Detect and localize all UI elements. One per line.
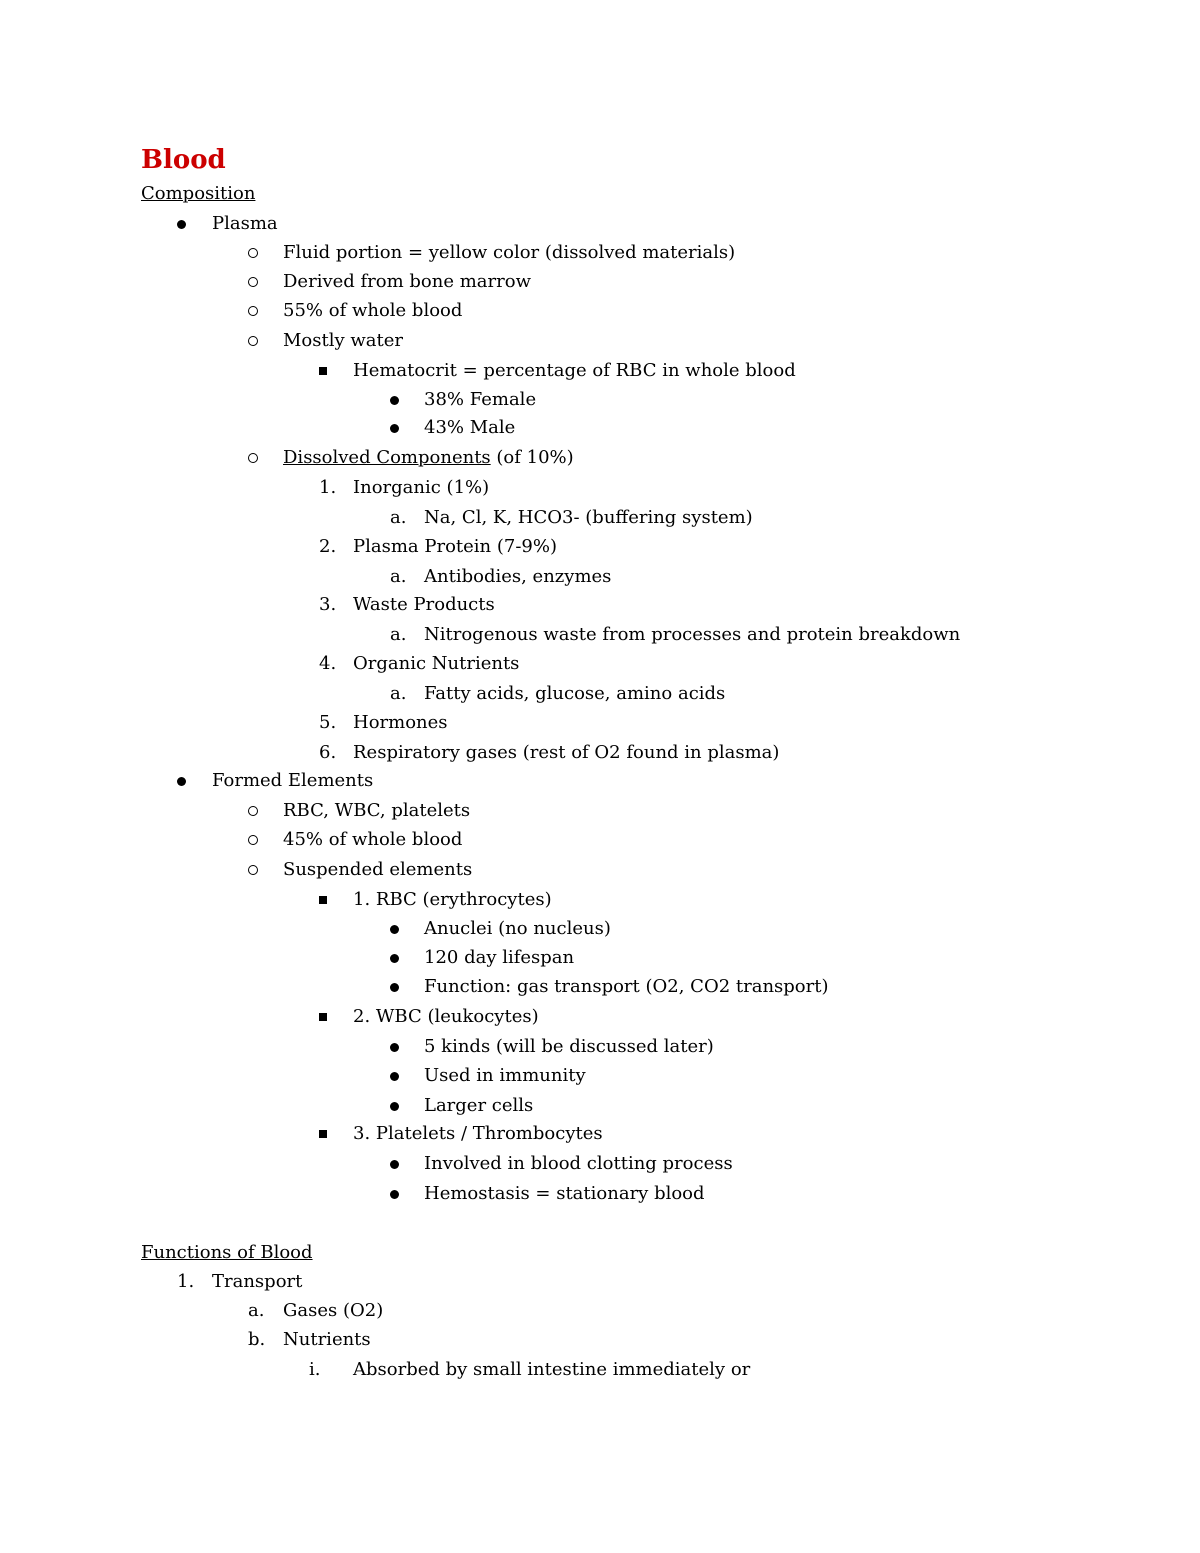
bullet-disc-icon: [390, 954, 399, 963]
numbered-item: [0, 591, 1200, 619]
list-item-label: Hematocrit = percentage of RBC in whole blood: [353, 360, 796, 381]
list-item-label: RBC, WBC, platelets: [283, 800, 471, 821]
list-item-label: Hemostasis = stationary blood: [424, 1183, 705, 1204]
composition-heading: Composition: [141, 183, 256, 204]
dissolved-suffix: (of 10%): [490, 447, 574, 468]
numbered-item: [0, 739, 1200, 767]
list-item: [0, 1092, 1200, 1120]
list-item: [0, 1180, 1200, 1208]
list-item: [0, 268, 1200, 296]
list-item-label: Inorganic (1%): [353, 477, 490, 498]
list-item-label: 5 kinds (will be discussed later): [424, 1036, 714, 1057]
list-letter: a.: [390, 507, 407, 528]
list-item-label: Respiratory gases (rest of O2 found in plasma): [353, 742, 780, 763]
bullet-disc-icon: [390, 1072, 399, 1081]
list-item: [0, 327, 1200, 355]
list-item: [0, 1033, 1200, 1061]
list-item-label: 1. RBC (erythrocytes): [353, 889, 552, 910]
numbered-item: [0, 709, 1200, 737]
list-item-label: Organic Nutrients: [353, 653, 520, 674]
bullet-disc-icon: [390, 424, 399, 433]
bullet-square-icon: [319, 367, 327, 375]
list-item-label: Nitrogenous waste from processes and protein breakdown: [424, 624, 961, 645]
list-item-label: Gases (O2): [283, 1300, 384, 1321]
list-item-label: Plasma Protein (7-9%): [353, 536, 558, 557]
list-item-label: Anuclei (no nucleus): [424, 918, 611, 939]
list-item: [0, 973, 1200, 1001]
list-item-label: Transport: [212, 1271, 303, 1292]
bullet-circle-icon: [248, 865, 258, 875]
bullet-disc-icon: [390, 1190, 399, 1199]
list-item-label: Larger cells: [424, 1095, 534, 1116]
bullet-circle-icon: [248, 806, 258, 816]
list-number: 1.: [319, 477, 337, 498]
list-item-wbc: [0, 1003, 1200, 1031]
list-item-label: Derived from bone marrow: [283, 271, 531, 292]
list-item: [0, 826, 1200, 854]
list-item-rbc: [0, 886, 1200, 914]
list-item-label: Waste Products: [353, 594, 495, 615]
bullet-disc-icon: [177, 220, 186, 229]
list-item: [0, 856, 1200, 884]
list-item: [0, 1062, 1200, 1090]
lettered-item: [0, 621, 1200, 649]
list-item-label: 38% Female: [424, 389, 537, 410]
bullet-disc-icon: [390, 983, 399, 992]
bullet-circle-icon: [248, 248, 258, 258]
list-item: [0, 1150, 1200, 1178]
list-item-hematocrit: [0, 357, 1200, 385]
list-number: 5.: [319, 712, 337, 733]
bullet-disc-icon: [390, 1043, 399, 1052]
list-letter: b.: [248, 1329, 266, 1350]
lettered-item: [0, 563, 1200, 591]
list-item-label: Formed Elements: [212, 770, 374, 791]
bullet-circle-icon: [248, 453, 258, 463]
list-item: [0, 297, 1200, 325]
list-roman: i.: [309, 1359, 321, 1380]
bullet-circle-icon: [248, 277, 258, 287]
list-item: [0, 797, 1200, 825]
page-title: Blood: [141, 145, 226, 175]
list-item-label: Absorbed by small intestine immediately or: [353, 1359, 751, 1380]
list-item: [0, 386, 1200, 414]
list-item-label: Involved in blood clotting process: [424, 1153, 733, 1174]
lettered-item: [0, 1297, 1200, 1325]
functions-heading: Functions of Blood: [141, 1242, 313, 1263]
list-item-plasma: [0, 210, 1200, 238]
list-number: 2.: [319, 536, 337, 557]
bullet-disc-icon: [390, 1102, 399, 1111]
list-item-label: Nutrients: [283, 1329, 371, 1350]
list-item-label: 3. Platelets / Thrombocytes: [353, 1123, 603, 1144]
list-letter: a.: [390, 624, 407, 645]
lettered-item: [0, 1326, 1200, 1354]
bullet-square-icon: [319, 1013, 327, 1021]
list-item-formed-elements: [0, 767, 1200, 795]
bullet-disc-icon: [390, 1160, 399, 1169]
list-item: [0, 414, 1200, 442]
numbered-item: [0, 650, 1200, 678]
numbered-item: [0, 533, 1200, 561]
list-letter: a.: [248, 1300, 265, 1321]
numbered-item: [0, 474, 1200, 502]
bullet-circle-icon: [248, 306, 258, 316]
bullet-circle-icon: [248, 336, 258, 346]
lettered-item: [0, 504, 1200, 532]
bullet-circle-icon: [248, 835, 258, 845]
list-item-label: 43% Male: [424, 417, 516, 438]
list-number: 3.: [319, 594, 337, 615]
list-number: 6.: [319, 742, 337, 763]
bullet-square-icon: [319, 1130, 327, 1138]
dissolved-heading: Dissolved Components: [283, 447, 491, 468]
list-number: 4.: [319, 653, 337, 674]
list-item-label: Hormones: [353, 712, 448, 733]
list-item-platelets: [0, 1120, 1200, 1148]
list-item-label: Fluid portion = yellow color (dissolved materials): [283, 242, 736, 263]
list-number: 1.: [177, 1271, 195, 1292]
list-item-dissolved-components: [0, 444, 1200, 472]
list-item: [0, 944, 1200, 972]
bullet-disc-icon: [177, 777, 186, 786]
list-item-label: 45% of whole blood: [283, 829, 463, 850]
list-item-label: Used in immunity: [424, 1065, 586, 1086]
list-item-label: 120 day lifespan: [424, 947, 575, 968]
list-item-label: Function: gas transport (O2, CO2 transport): [424, 976, 829, 997]
list-item: [0, 239, 1200, 267]
list-item-label: Antibodies, enzymes: [424, 566, 612, 587]
list-letter: a.: [390, 566, 407, 587]
list-letter: a.: [390, 683, 407, 704]
list-item-label: Fatty acids, glucose, amino acids: [424, 683, 726, 704]
roman-item: [0, 1356, 1200, 1384]
list-item-label: Mostly water: [283, 330, 404, 351]
list-item-label: Na, Cl, K, HCO3- (buffering system): [424, 507, 753, 528]
list-item-label: 2. WBC (leukocytes): [353, 1006, 539, 1027]
list-item-label: Plasma: [212, 213, 278, 234]
list-item: [0, 915, 1200, 943]
lettered-item: [0, 680, 1200, 708]
list-item-label: 55% of whole blood: [283, 300, 463, 321]
bullet-disc-icon: [390, 925, 399, 934]
bullet-square-icon: [319, 896, 327, 904]
numbered-item-transport: [0, 1268, 1200, 1296]
bullet-disc-icon: [390, 396, 399, 405]
list-item-label: Suspended elements: [283, 859, 473, 880]
